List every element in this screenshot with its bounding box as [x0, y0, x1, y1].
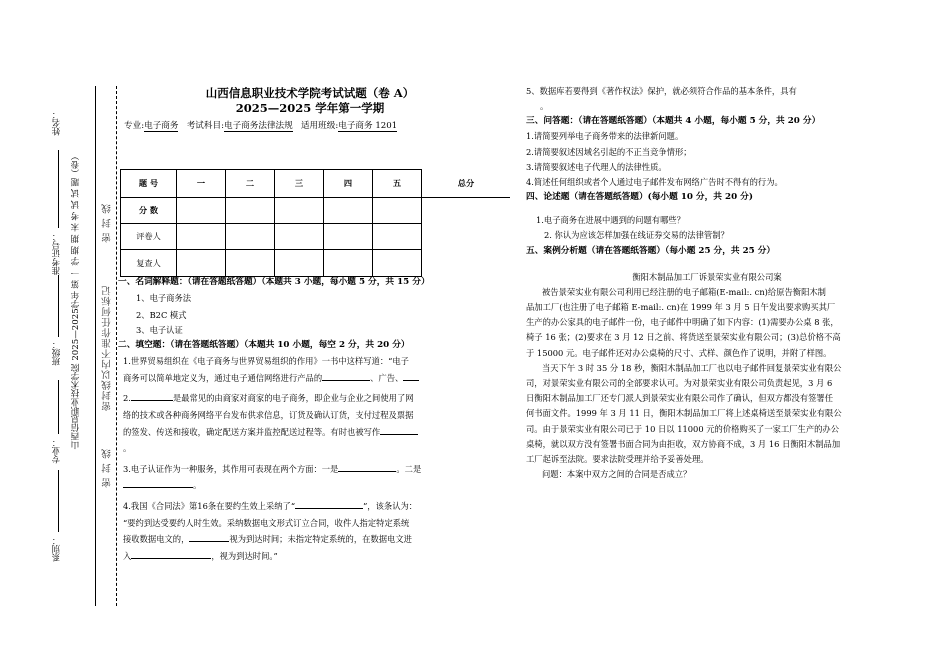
case-line: 被告景荣实业有限公司利用已经注册的电子邮箱(E-mail:. cn)给原告衡阳木制 — [542, 286, 826, 297]
margin-id-label: 准考证号： — [52, 232, 62, 275]
fill-q5-line1: 5、数据库若要得到《著作权法》保护，就必须符合作品的基本条件，具有 — [526, 86, 797, 96]
section-3-item: 4.简述任何组织或者个人通过电子邮件发布网络广告时不得有的行为。 — [526, 177, 783, 188]
section-4-item: 1.电子商务在进展中遇到的问题有哪些？ — [536, 215, 685, 226]
section-3-item: 1.请简要列举电子商务带来的法律新问题。 — [526, 131, 684, 142]
section-1-item: 3、电子认证 — [136, 325, 183, 336]
section-5-heading: 五、案例分析题（请在答题纸答题）（每小题 25 分，共 25 分） — [526, 245, 776, 256]
fill-q4-text2: ”，该条认为： — [363, 500, 418, 511]
section-4-heading: 四、论述题（请在答题纸答题）(每小题 10 分，共 20 分) — [526, 192, 753, 203]
fill-blank — [131, 548, 211, 559]
score-header-cell: 题 号 — [121, 170, 177, 198]
fill-blank — [403, 370, 419, 381]
section-3-heading: 三、问答题：（请在答题纸答题）（本题共 4 小题，每小题 5 分，共 20 分） — [526, 116, 821, 127]
fill-q4-text: 4.我国《合同法》第16条在要约生效上采纳了“ — [123, 500, 296, 511]
margin-major-underline — [58, 380, 59, 434]
fill-q4-text3: 接收数据电文的， — [123, 534, 190, 545]
fill-q4-line1 — [118, 498, 510, 515]
left-column — [118, 275, 510, 564]
fill-q2-line4: 。 — [123, 443, 132, 454]
section-3-item: 2.请简要叙述因域名引起的不正当竞争情形； — [526, 146, 692, 157]
section-3-item: 3.请简要叙述电子代理人的法律性质。 — [526, 161, 667, 172]
section-1-item: 2、B2C 模式 — [136, 309, 187, 320]
fill-q2-line2: 络的技术或各种商务网络平台发布供求信息，订货及确认订货，支付过程及票据 — [123, 409, 414, 420]
case-line: 于 15000 元。电子邮件还对办公桌椅的尺寸、式样、颜色作了说明，并附了样图。 — [526, 347, 832, 358]
fill-q4-line4 — [118, 548, 510, 565]
case-line: 司。由于景荣实业有限公司已于 10 日以 11000 元的价格购买了一家工厂生产的办公 — [526, 423, 840, 434]
score-row-label: 复查人 — [121, 250, 177, 277]
case-line: 何书面文件。1999 年 3 月 11 日，衡阳木制品加工厂将上述桌椅送至景荣实业有限公 — [526, 408, 842, 419]
case-question: 问题：本案中双方之间的合同是否成立？ — [542, 469, 692, 480]
case-line: 生产的办公家具的电子邮件一份，电子邮件中明确了如下内容：(1)需要办公桌 8 张， — [526, 317, 839, 328]
fill-q4-text5: 入 — [123, 550, 132, 561]
fill-q4-text4: 视为到达时间；未指定特定系统的，在数据电文进 — [229, 534, 412, 545]
case-line: 工厂起诉至法院。要求法院受理并给予妥善处理。 — [526, 454, 709, 465]
class-label: 适用班级: — [300, 121, 339, 131]
score-cell — [324, 250, 373, 277]
fill-q2-text: 是最常见的由商家对商家的电子商务，即企业与企业之间使用了网 — [172, 393, 414, 404]
score-header-cell: 五 — [373, 170, 422, 198]
fill-q4-line3 — [118, 531, 510, 548]
fill-q4-text6: ，视为到达时间。” — [211, 550, 278, 561]
fill-q2-line1: 2. 是最常见的由商家对商家的电子商务，即企业与企业之间使用了网 — [118, 390, 510, 407]
section-4-item: 2. 你认为应该怎样加强在线证券交易的法律管制？ — [544, 230, 729, 241]
score-cell — [226, 198, 275, 224]
margin-major-label: 专业： — [52, 438, 62, 464]
score-total-cell — [422, 224, 511, 250]
score-cell — [275, 224, 324, 250]
fill-q4-line2: “要约到达受要约人时生效。采纳数据电文形式订立合同，收件人指定特定系统 — [123, 517, 410, 528]
section-1-heading: 一、名词解释题：（请在答题纸答题）（本题共 3 小题，每小题 5 分，共 15 分） — [118, 277, 430, 287]
case-line: 桌椅，就以双方没有签署书面合同为由拒收，双方协商不成，3 月 16 日衡阳木制品加 — [526, 438, 841, 449]
score-cell — [373, 198, 422, 224]
score-header-cell: 四 — [324, 170, 373, 198]
margin-dept-label: 系別： — [52, 536, 62, 562]
case-line: 椅子 16 张；(2)要求在 3 月 12 日之前、将货送至景荣实业有限公司；(3)总价格不高 — [526, 332, 841, 343]
section-2-heading: 二、填空题：（请在答题纸答题）（本题共 10 小题，每空 2 分，共 20 分） — [118, 340, 410, 351]
score-total-cell — [422, 198, 511, 224]
margin-class-underline — [58, 275, 59, 337]
score-header-cell: 一 — [177, 170, 226, 198]
class-value: 电子商务 1201 — [338, 121, 398, 131]
case-line: 日衡阳木制品加工厂还专门派人到景荣实业有限公司作了确认，但双方都没有签署任 — [526, 393, 833, 404]
score-header-cell: 三 — [275, 170, 324, 198]
fill-q3-text2: 。二是 — [396, 463, 422, 474]
margin-school-line: 山西信息职业技术学院 2025—2025学年 第 一 学 期 期 末 考 试 试 题（卷） — [71, 152, 81, 450]
fill-q5-line2: 。 — [540, 101, 549, 112]
score-cell — [324, 198, 373, 224]
score-cell — [177, 250, 226, 277]
score-header-cell: 二 — [226, 170, 275, 198]
seal-line-middle: 密封线以内不准作任何标记 — [102, 285, 113, 411]
fill-q3-text: 3.电子认证作为一种服务，其作用可表现在两个方面：一是 — [123, 463, 339, 474]
case-title: 衡阳木制品加工厂诉景荣实业有限公司案 — [632, 271, 782, 282]
score-cell — [177, 198, 226, 224]
score-cell — [373, 250, 422, 277]
score-cell — [373, 224, 422, 250]
case-line: 司，对景荣实业有限公司的全部要求认可。为对景荣实业有限公司负责起见，3 月 6 — [526, 378, 833, 389]
seal-line-top: 密 封 线 — [102, 203, 113, 243]
fill-q1-line1: 1.世界贸易组织在《电子商务与世界贸易组织的作用》一书中这样写道：“电子 — [123, 356, 409, 367]
score-cell — [177, 224, 226, 250]
fill-q1-text2: 、广告、 — [370, 372, 404, 383]
score-cell — [275, 250, 324, 277]
exam-info-line — [124, 119, 397, 131]
fill-q3-end: 。 — [193, 480, 202, 491]
subject-value: 电子商务法律法规 — [223, 121, 293, 131]
right-column — [526, 84, 888, 482]
fill-q2-line3 — [118, 424, 510, 441]
case-line: 当天下午 3 时 35 分 18 秒，衡阳木制品加工厂也以电子邮件回复景荣实业有限公 — [542, 362, 842, 373]
score-cell — [324, 224, 373, 250]
score-row-label: 分 数 — [121, 198, 177, 224]
fill-q3-line1 — [118, 461, 510, 478]
margin-rule-left — [95, 86, 96, 606]
major-value: 电子商务 — [144, 121, 179, 131]
seal-line-bottom: 密 封 线 — [102, 448, 113, 488]
page-subtitle: 2025—2025 学年第一学期 — [235, 101, 385, 115]
margin-id-underline — [58, 150, 59, 228]
fill-blank — [322, 370, 370, 381]
major-label: 专业: — [124, 121, 145, 131]
score-cell — [226, 250, 275, 277]
page-title: 山西信息职业技术学院考试试题（卷 A） — [205, 86, 415, 100]
score-total-cell — [422, 250, 511, 277]
fill-blank — [131, 390, 173, 401]
fill-blank — [295, 498, 363, 509]
fill-blank — [380, 424, 418, 435]
fill-q1-text: 商务可以简单地定义为，通过电子通信网络进行产品的 — [123, 372, 323, 383]
fill-q3-line2 — [118, 477, 510, 494]
fill-q1-line2 — [118, 370, 510, 387]
score-cell — [275, 198, 324, 224]
margin-dashed-rule — [116, 86, 117, 606]
score-cell — [226, 224, 275, 250]
subject-label: 考试科目: — [186, 121, 224, 131]
fill-q2-text3: 的签发、传送和接收，确定配送方案并监控配送过程等。有时也被写作 — [123, 426, 381, 437]
margin-class-label: 班级： — [52, 340, 62, 366]
fill-blank — [338, 461, 396, 472]
margin-dept-underline — [58, 470, 59, 532]
score-table — [120, 169, 510, 277]
score-row-label: 评卷人 — [121, 224, 177, 250]
margin-name-label: 姓名： — [52, 110, 62, 136]
case-line: 品加工厂(也注册了电子邮箱 E-mail:. cn)在 1999 年 3 月 5 日午发出要求购买其厂 — [526, 302, 836, 313]
fill-blank — [189, 531, 229, 542]
fill-blank — [123, 477, 193, 488]
score-header-cell: 总分 — [422, 170, 511, 198]
section-1-item: 1、电子商务法 — [136, 293, 192, 303]
